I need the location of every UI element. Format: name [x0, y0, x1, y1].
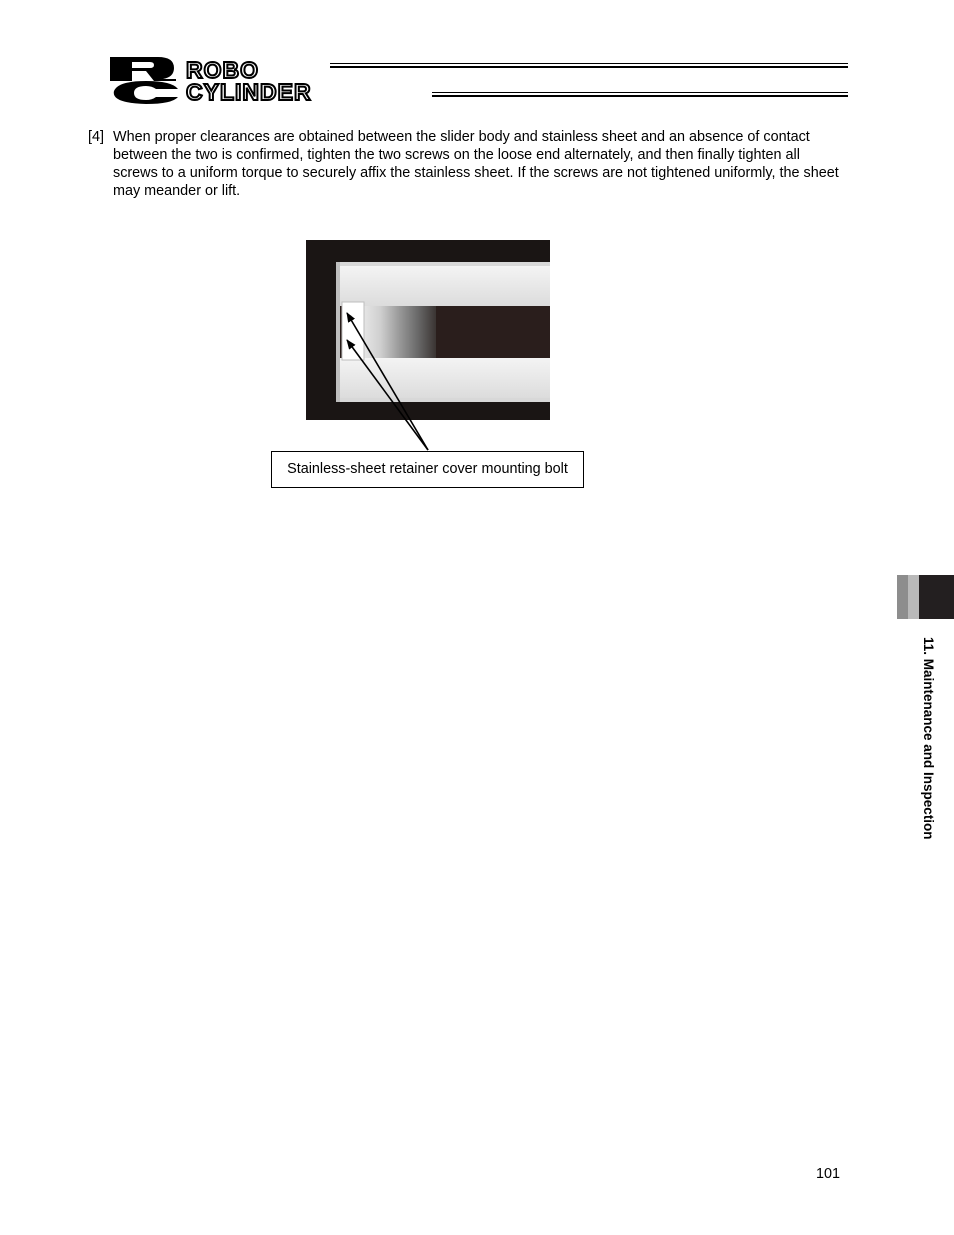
side-tab-swatch-1 [897, 575, 908, 619]
page-number: 101 [816, 1166, 841, 1182]
callout-label: Stainless-sheet retainer cover mounting bolt [287, 461, 568, 477]
header-rule-top-thin [330, 63, 848, 64]
callout-label-box [271, 451, 584, 488]
side-chapter-text: 11. Maintenance and Inspection [921, 637, 936, 840]
stainless-sheet-photo [306, 240, 550, 420]
header-rule-top-thick [330, 66, 848, 68]
logo-word-cylinder: CYLINDER [186, 79, 312, 105]
step-number: [4] [88, 129, 104, 145]
side-tab-swatch-3 [919, 575, 954, 619]
header-rule-bottom-thick [432, 95, 848, 97]
logo-word-robo: ROBO [186, 57, 259, 83]
step-text: When proper clearances are obtained between the slider body and stainless sheet and an absence of contact between the two is confirmed, tighten the two screws on the loose end alternately, and then finally tighten all screws to a uniform torque to securely affix the stainless sheet. If the screws are not tightened uniformly, the sheet may meander or lift. [113, 129, 839, 199]
rc-logo-mark [108, 55, 184, 105]
side-tab-swatch-2 [908, 575, 919, 619]
header-rule-bottom-thin [432, 92, 848, 93]
side-chapter-label [918, 637, 938, 877]
